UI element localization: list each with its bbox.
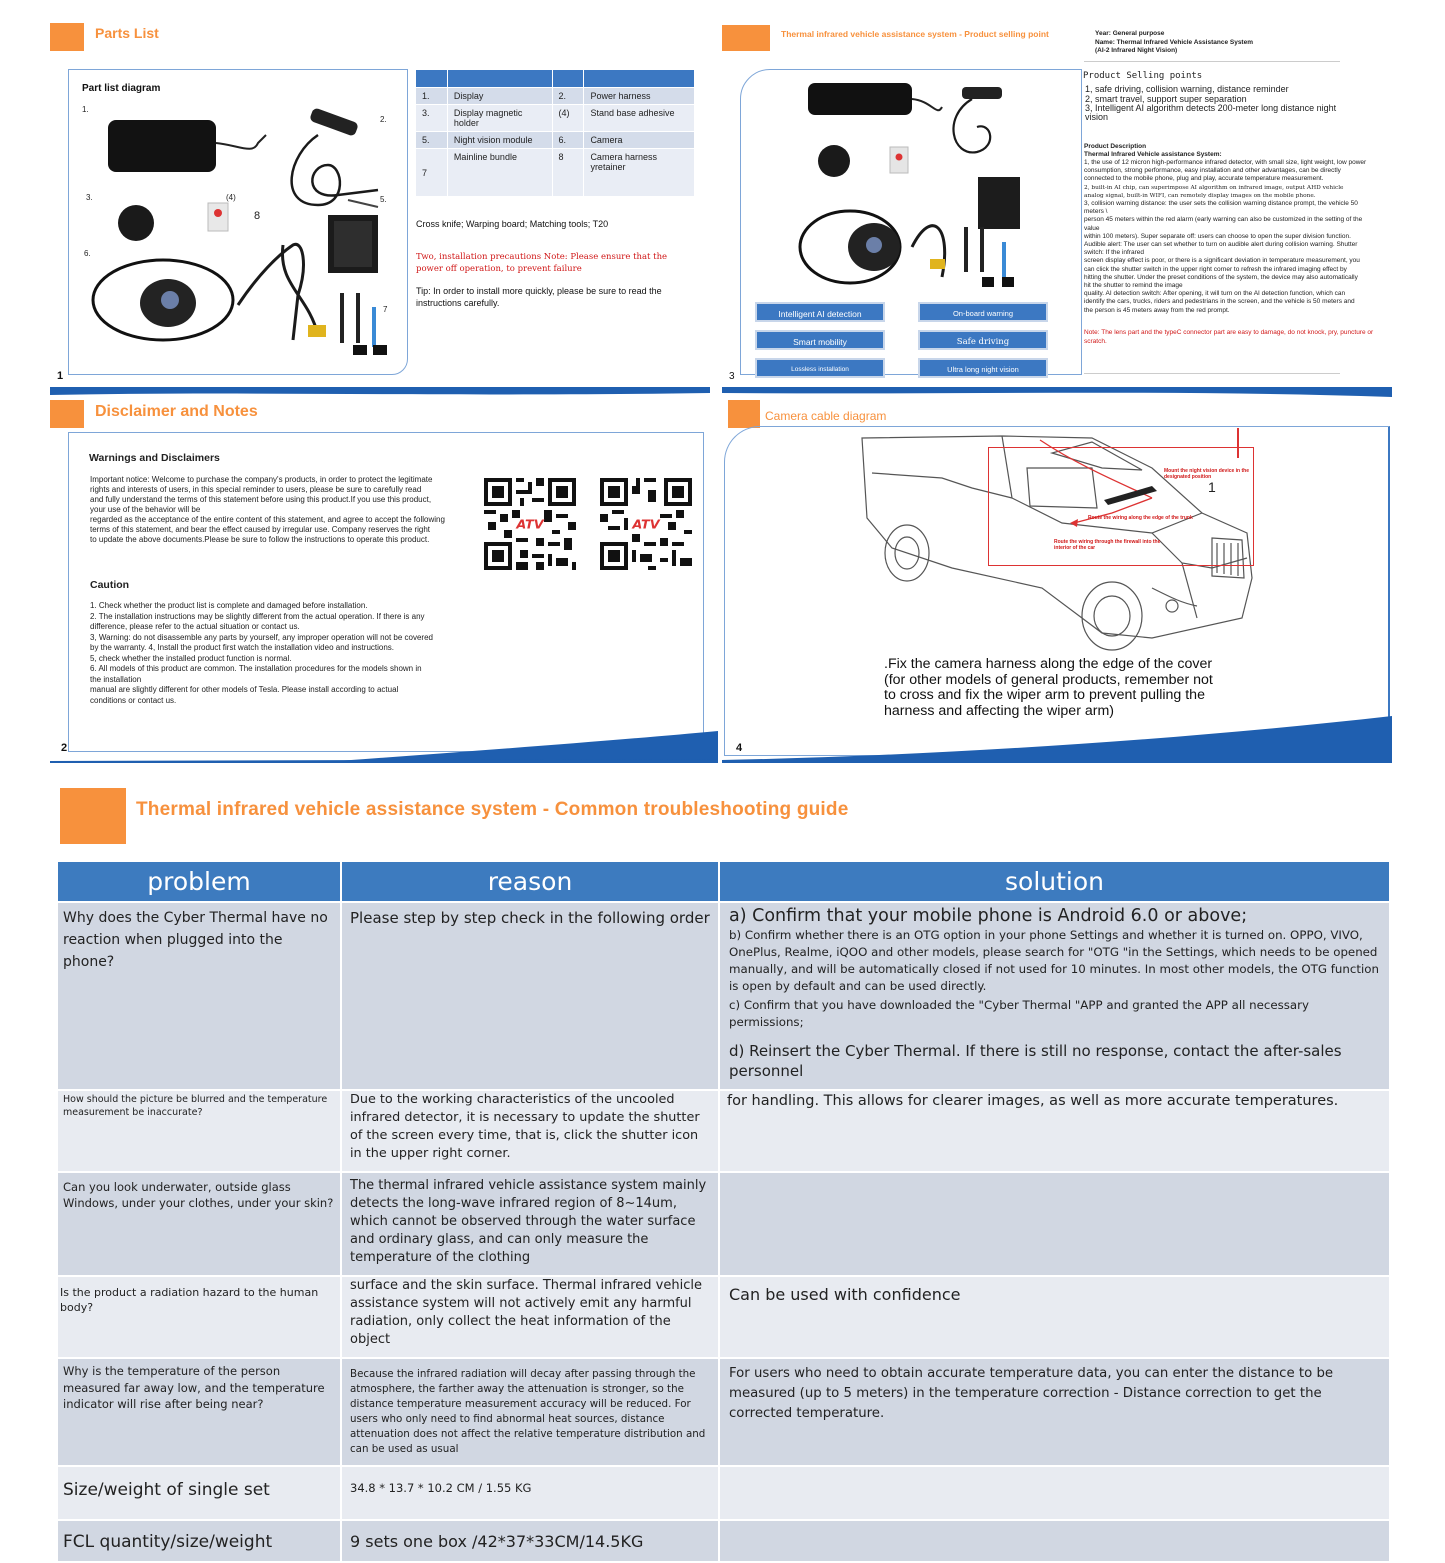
solution-cell: For users who need to obtain accurate temperature data, you can enter the distance to be measured (up to 5 meters) in the temperature correction - Distance correction to get the corrected temperature. [719, 1358, 1390, 1466]
solution-cell: Can be used with confidence [719, 1276, 1390, 1358]
part-name: Camera harness yretainer [584, 149, 695, 197]
desc-line: 2, built-in AI chip, can superimpose AI algorithm on infrared image, output AHD vehicle [1084, 184, 1344, 191]
desc-line: quality. AI detection switch: After opening, it will turn on the AI detection function, which can [1084, 290, 1346, 298]
selling-item-1: 1, safe driving, collision warning, distance reminder [1085, 84, 1289, 94]
label-mount-position: Mount the night vision device in the designated position [1164, 468, 1250, 480]
spec-model: (AI-2 Infrared Night Vision) [1095, 47, 1178, 54]
problem-cell: FCL quantity/size/weight [58, 1520, 341, 1562]
reason-cell: Due to the working characteristics of the uncooled infrared detector, it is necessary to update the shutter of the screen every time, that is, click the shutter icon in the upper right corner. [341, 1090, 719, 1172]
part-num: 1. [416, 88, 448, 105]
feature-smart-mobility: Smart mobility [755, 330, 885, 350]
feature-lossless-installation: Lossless installation [755, 358, 885, 378]
section-marker [50, 400, 84, 428]
caution-line: 2. The installation instructions may be slightly different from the actual operation. If there is any [90, 611, 425, 621]
solution-cell [719, 1520, 1390, 1562]
solution-cell [719, 1172, 1390, 1276]
warning-line: regarded as the acceptance of the entire content of this statement, and agree to accept the following [90, 515, 445, 524]
instruction-line: .Fix the camera harness along the edge of the cover [884, 656, 1213, 672]
table-row [58, 1276, 1390, 1358]
desc-line: person 45 meters within the red alarm (early warning can also be customized in the setting of the [1084, 216, 1363, 224]
desc-line: screen display effect is poor, or there is a significant deviation in temperature measurement, you [1084, 257, 1360, 265]
caution-line: 5, check whether the installed product function is normal. [90, 653, 292, 663]
warning-line: rights and interests of users, in this special reminder to users, please be sure to carefully read [90, 485, 422, 494]
part-num: 8 [552, 149, 584, 197]
callout-5: 5. [380, 195, 387, 204]
panel-disclaimer [50, 398, 718, 763]
desc-line: 3, collision warning distance: the user sets the collision warning distance prompt, the vehicle 50 [1084, 200, 1358, 208]
header-reason: reason [341, 862, 719, 902]
spec-name: Name: Thermal Infrared Vehicle Assistance System [1095, 39, 1253, 46]
part-num: 6. [552, 132, 584, 149]
spec-year: Year: General purpose [1095, 30, 1165, 37]
display-shape [108, 120, 216, 172]
section-title: Parts List [95, 25, 159, 41]
damage-note: Note: The lens part and the typeC connector part are easy to damage, do not knock, pry, puncture or scratch. [1084, 329, 1374, 345]
table-row [58, 1466, 1390, 1520]
panel-selling-points [722, 15, 1392, 387]
problem-cell: Can you look underwater, outside glass Windows, under your clothes, under your skin? [58, 1172, 341, 1276]
problem-cell: Is the product a radiation hazard to the human body? [58, 1276, 341, 1358]
section-title: Thermal infrared vehicle assistance system - Product selling point [781, 29, 1049, 39]
section-title: Disclaimer and Notes [95, 403, 258, 420]
marker-1: 1 [1208, 479, 1216, 495]
callout-2: 2. [380, 115, 387, 124]
warning-line: terms of this statement, and bear the effect caused by irregular use. Company reserves the right [90, 525, 431, 534]
desc-line: the person is 45 meters away from the red prompt. [1084, 306, 1230, 314]
footer-swoosh [722, 716, 1392, 763]
desc-lines [1084, 159, 1390, 315]
part-num: 5. [416, 132, 448, 149]
solution-cell [719, 902, 1390, 1090]
page-number: 2 [61, 742, 68, 754]
feature-safe-driving: Safe driving [918, 330, 1048, 350]
warning-line: and fully understand the terms of this statement before using this product.If you use this product, [90, 495, 432, 504]
precautions-text: Two, installation precautions Note: Please ensure that the power off operation, to prevent failure [416, 252, 668, 274]
desc-line: meters \ [1084, 208, 1108, 216]
selling-item-2: 2, smart travel, support super separation [1085, 94, 1247, 104]
solution-cell: for handling. This allows for clearer images, as well as more accurate temperatures. [719, 1090, 1390, 1172]
solution-b: b) Confirm whether there is an OTG option in your phone Settings and whether it is turned on. OPPO, VIVO, OnePlus, Realme, iQOO and other models, please search for "OTG "in the Settings, which needs to be opened manually, and will be automatically closed if not used for 10 minutes. In most other models, the OTG function is open by default and can be used directly. [729, 928, 1379, 993]
selling-item-3: 3, Intelligent AI algorithm detects 200-meter long distance night vision [1085, 103, 1337, 122]
solution-d: d) Reinsert the Cyber Thermal. If there is still no response, contact the after-sales personnel [729, 1042, 1342, 1080]
callout-8: 8 [254, 210, 261, 222]
reason-cell: surface and the skin surface. Thermal infrared vehicle assistance system will not actively emit any harmful radiation, only collect the heat information of the object [341, 1276, 719, 1358]
warnings-body [90, 475, 475, 545]
qr-code-right [596, 474, 696, 574]
problem-cell: Size/weight of single set [58, 1466, 341, 1520]
warnings-heading: Warnings and Disclaimers [89, 452, 220, 464]
desc-line: value [1084, 224, 1100, 232]
part-name: Camera [584, 132, 695, 149]
warning-line: to update the above documents.Please be sure to follow the instructions to operate this product. [90, 535, 430, 544]
tip-text: Tip: In order to install more quickly, please be sure to read the instructions carefully. [416, 286, 662, 308]
divider-swoosh [50, 385, 1392, 399]
diagram-label: Part list diagram [82, 83, 161, 94]
holder-shape [118, 205, 154, 241]
caution-body [90, 601, 490, 706]
desc-line: within 100 meters). Super separate off: users can choose to open the super division function. [1084, 232, 1351, 240]
troubleshooting-table [58, 862, 1391, 1563]
desc-line: 1, the use of 12 micron high-performance infrared detector, with small size, light weight, low power [1084, 159, 1367, 166]
reason-cell: Please step by step check in the following order [341, 902, 719, 1090]
caution-line: manual are slightly different for other models of Tesla. Please install according to actual [90, 685, 399, 694]
guide-marker [60, 788, 126, 844]
desc-line: can click the shutter switch in the upper right corner to refresh the infrared imaging effect by [1084, 265, 1347, 273]
desc-line: hitting the shutter. Under the preset conditions of the system, the device may also automatically [1084, 273, 1358, 281]
header-problem: problem [58, 862, 341, 902]
desc-line: switch: If the infrared [1084, 249, 1144, 257]
instruction-line: (for other models of general products, remember not [884, 671, 1213, 688]
reason-cell: 34.8 * 13.7 * 10.2 CM / 1.55 KG [341, 1466, 719, 1520]
parts-row [416, 132, 695, 149]
reason-cell: 9 sets one box /42*37*33CM/14.5KG [341, 1520, 719, 1562]
part-num: (4) [552, 105, 584, 132]
tools-text: Cross knife; Warping board; Matching tools; T20 [416, 219, 609, 229]
caution-line: 1. Check whether the product list is complete and damaged before installation. [90, 601, 368, 610]
callout-3: 3. [86, 193, 93, 202]
section-title: Camera cable diagram [765, 409, 887, 423]
selling-heading: Product Selling points [1083, 71, 1203, 81]
problem-cell: Why is the temperature of the person measured far away low, and the temperature indicator will rise after being near? [58, 1358, 341, 1466]
page-number: 4 [736, 742, 743, 754]
problem-cell: Why does the Cyber Thermal have no reaction when plugged into the phone? [58, 902, 341, 1090]
solution-cell [719, 1466, 1390, 1520]
qr-code-left [480, 474, 580, 574]
product-illustration [802, 77, 1072, 302]
callout-4: (4) [226, 193, 236, 202]
part-name: Display magnetic holder [447, 105, 552, 132]
reason-cell: Because the infrared radiation will decay after passing through the atmosphere, the farther away the attenuation is stronger, so the distance temperature measurement accuracy will be reduced. For users who only need to find abnormal heat sources, distance attenuation does not affect the relative temperature distribution and can be used as usual [341, 1358, 719, 1466]
table-row [58, 1172, 1390, 1276]
divider [1084, 373, 1340, 374]
warning-line: Important notice: Welcome to purchase the company's products, in order to protect the legitimate [90, 475, 433, 484]
instruction-text [884, 657, 1304, 719]
label-route-firewall: Route the wiring through the firewall into the interior of the car [1054, 539, 1161, 551]
table-row [58, 1520, 1390, 1562]
caution-line: by the warranty. 4, Install the product first watch the installation video and instructions. [90, 643, 395, 652]
caution-line: difference, please refer to the actual situation or contact us. [90, 622, 300, 631]
divider [1084, 61, 1340, 62]
instruction-line: harness and affecting the wiper arm) [884, 702, 1115, 719]
callout-1: 1. [82, 105, 89, 114]
table-row [58, 902, 1390, 1090]
desc-line: connected to the mobile phone, plug and play, accurate temperature measurement. [1084, 175, 1324, 183]
table-row [58, 1090, 1390, 1172]
part-name: Power harness [584, 88, 695, 105]
table-header [58, 862, 1390, 902]
part-name: Night vision module [447, 132, 552, 149]
part-name: Mainline bundle [447, 149, 552, 197]
feature-night-vision: Ultra long night vision [918, 358, 1048, 378]
footer-swoosh [50, 723, 718, 763]
table-row [58, 1358, 1390, 1466]
feature-ai-detection: Intelligent AI detection [755, 302, 885, 322]
desc-line: analog signal, built-in WIFI, can remotely display images on the mobile phone. [1084, 192, 1316, 199]
desc-heading: Product Description [1084, 143, 1147, 150]
parts-row [416, 105, 695, 132]
section-marker [722, 25, 770, 51]
part-name: Stand base adhesive [584, 105, 695, 132]
section-marker [728, 400, 760, 428]
desc-line: hit the shutter to remind the image [1084, 282, 1183, 290]
guide-title: Thermal infrared vehicle assistance system - Common troubleshooting guide [136, 799, 849, 820]
solution-a: a) Confirm that your mobile phone is Android 6.0 or above; [729, 906, 1248, 926]
annotation-arrow [1237, 428, 1239, 458]
header-solution: solution [719, 862, 1390, 902]
parts-illustration [78, 95, 398, 370]
part-num: 2. [552, 88, 584, 105]
section-marker [50, 23, 84, 51]
warning-line: your use of the behavior will be [90, 505, 201, 514]
desc-line: Audible alert: The user can set whether to turn on audible alert during collision warning. Shutter [1084, 241, 1358, 249]
panel-parts-list [50, 15, 720, 387]
panel-cable-diagram [722, 398, 1392, 763]
svg-text:ATV: ATV [516, 517, 544, 533]
parts-row [416, 88, 695, 105]
part-name: Display [447, 88, 552, 105]
part-num: 3. [416, 105, 448, 132]
power-plug [309, 107, 359, 137]
callout-7: 7 [383, 305, 388, 314]
callout-6: 6. [84, 249, 91, 258]
caution-line: 3, Warning: do not disassemble any parts by yourself, any improper operation will not be covered [90, 632, 433, 642]
page-number: 3 [729, 371, 735, 382]
solution-c: c) Confirm that you have downloaded the "Cyber Thermal "APP and granted the APP all necessary permissions; [729, 998, 1309, 1029]
label-route-trunk: Route the wiring along the edge of the trunk [1088, 515, 1193, 521]
reason-cell: The thermal infrared vehicle assistance system mainly detects the long-wave infrared region of 8~14um, which cannot be observed through the water surface and ordinary glass, and can only measure the temperature of the clothing [341, 1172, 719, 1276]
caution-line: 6. All models of this product are common. The installation procedures for the models shown in [90, 664, 422, 673]
feature-onboard-warning: On-board warning [918, 302, 1048, 322]
part-num: 7 [416, 149, 448, 197]
camera-lens [161, 291, 179, 309]
desc-subheading: Thermal Infrared Vehicle assistance System: [1084, 151, 1222, 158]
parts-row [416, 149, 695, 197]
parts-table [415, 69, 695, 197]
desc-line: consumption, strong performance, easy installation and other advantages, can be directly [1084, 167, 1341, 175]
caution-line: the installation [90, 674, 142, 684]
caution-heading: Caution [90, 579, 130, 591]
caution-line: conditions or contact us. [90, 695, 177, 705]
desc-line: identify the cars, trucks, riders and pedestrians in the screen, and the vehicle is 50 meters and [1084, 298, 1355, 306]
page-number: 1 [57, 370, 64, 382]
problem-cell: How should the picture be blurred and the temperature measurement be inaccurate? [58, 1090, 341, 1172]
instruction-line: to cross and fix the wiper arm to prevent pulling the [884, 687, 1205, 703]
svg-text:ATV: ATV [632, 517, 660, 533]
